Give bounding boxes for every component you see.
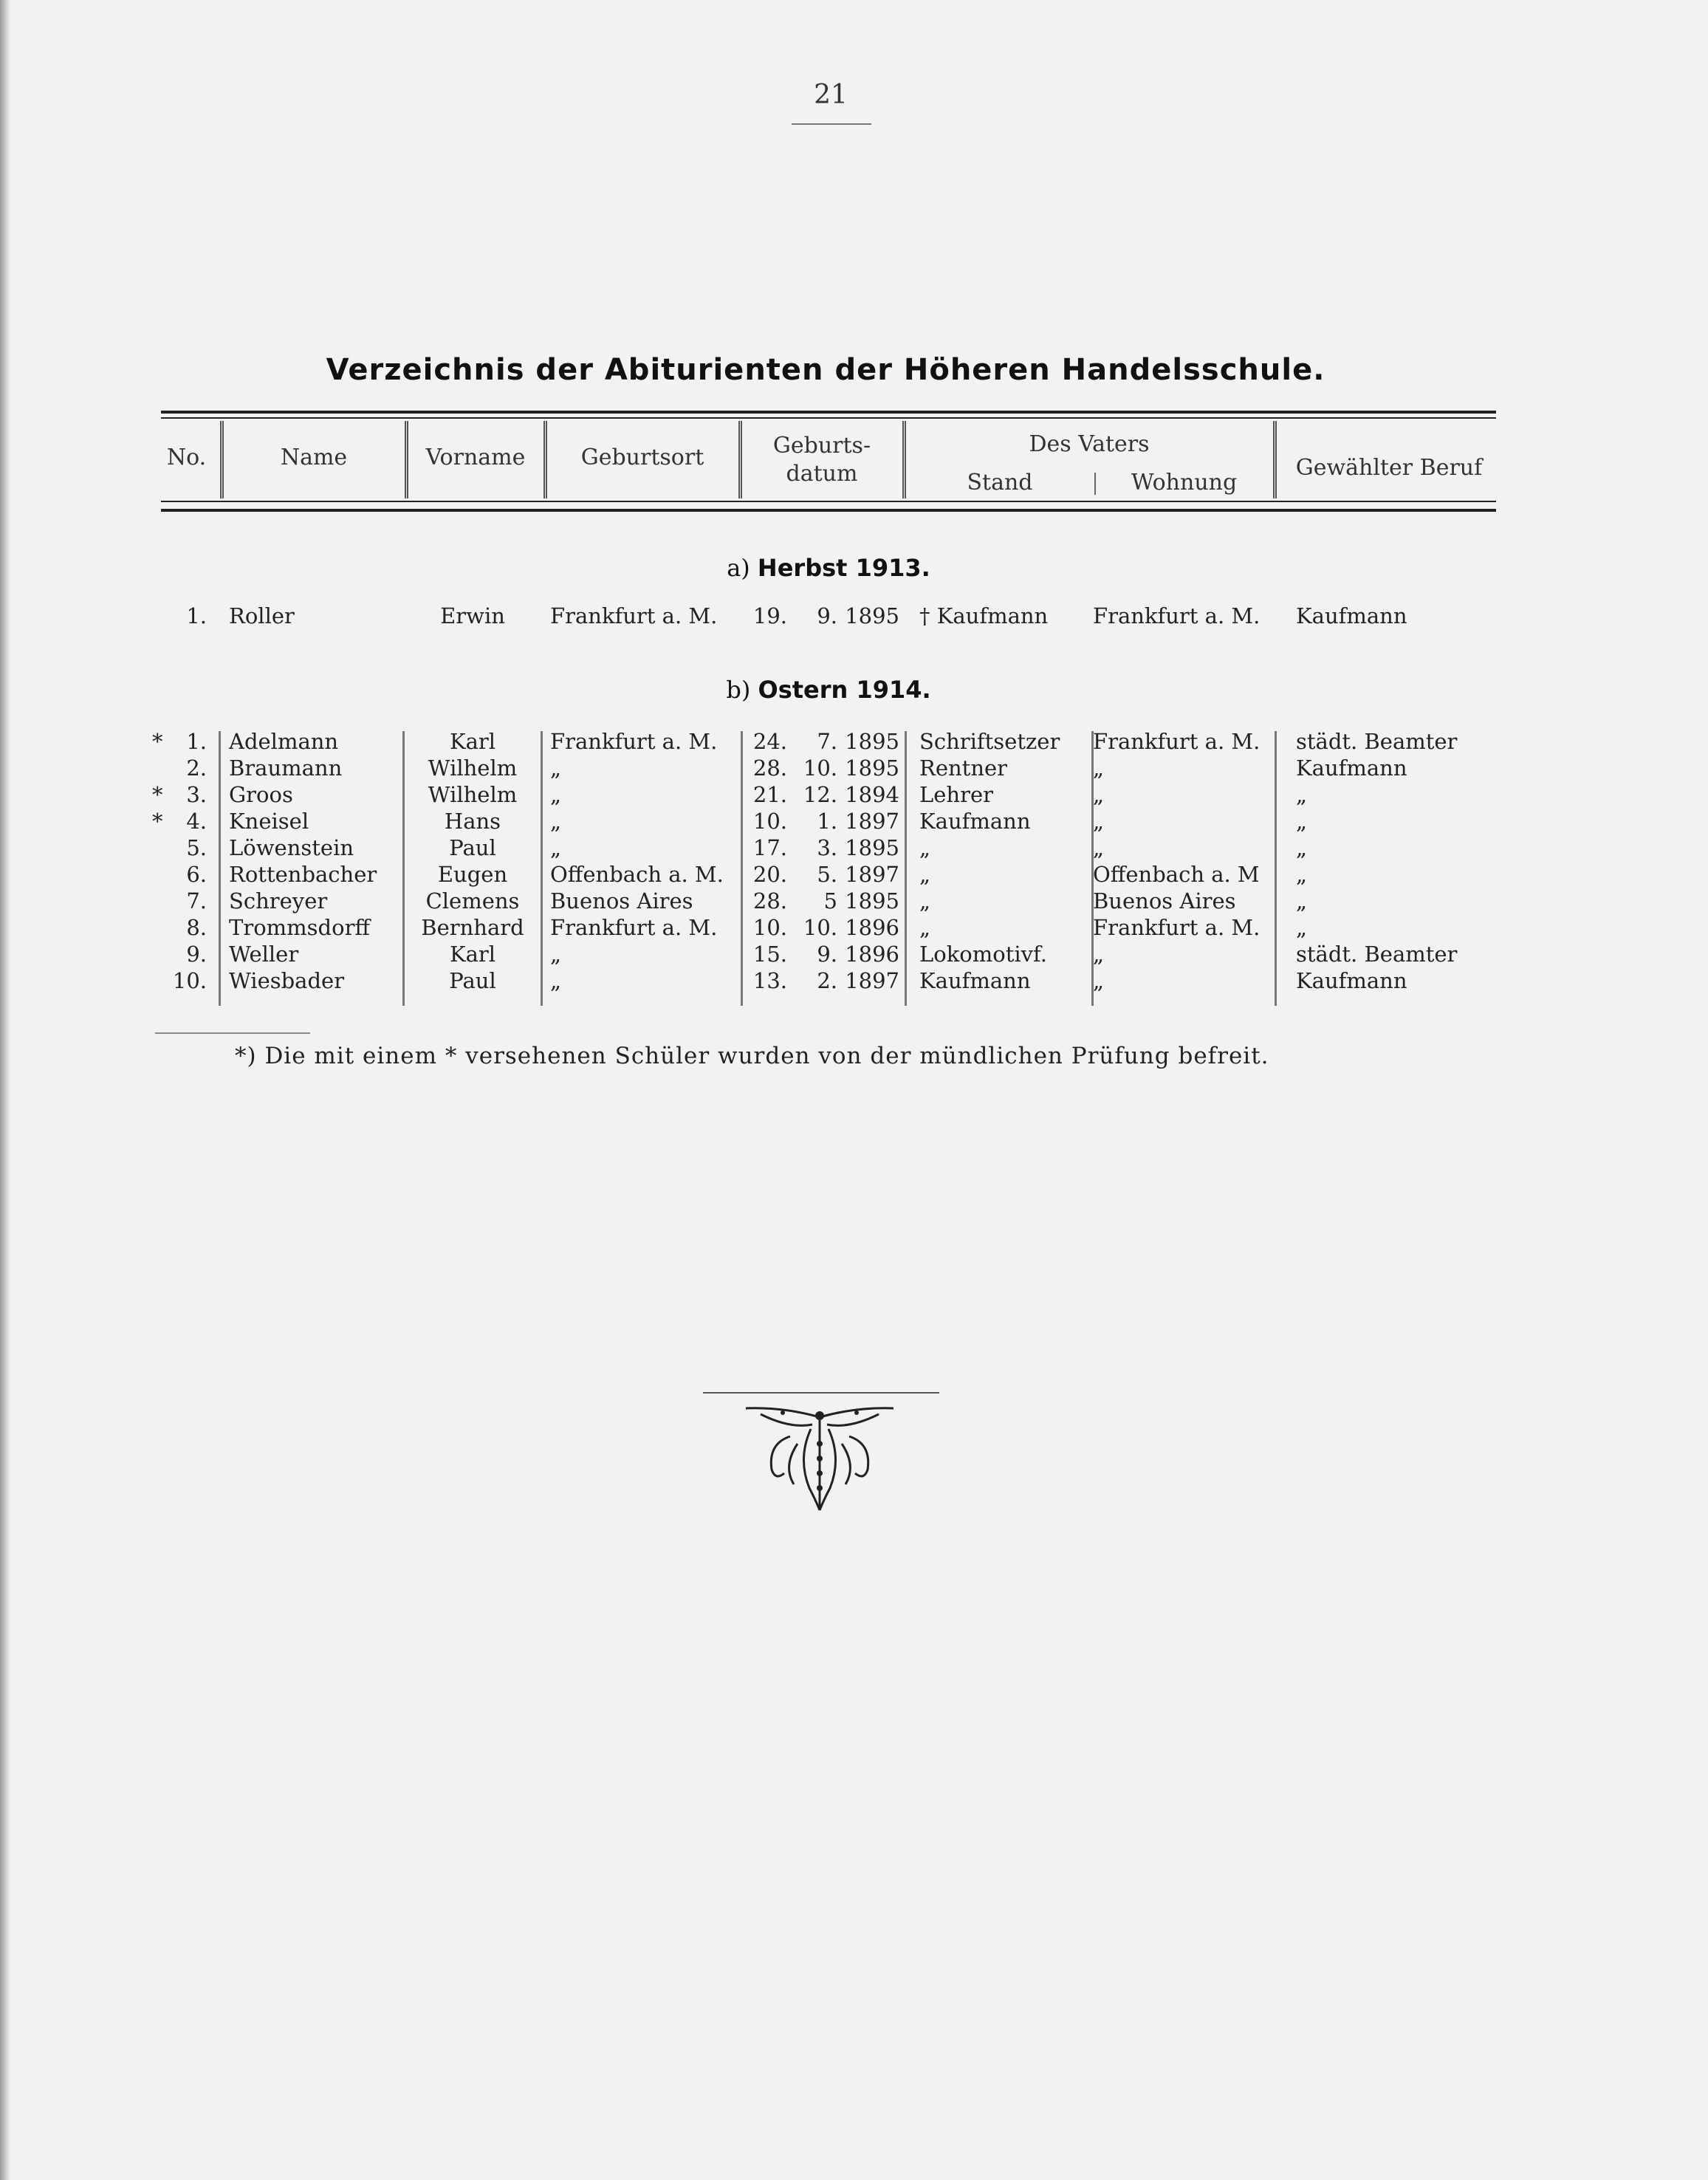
row-year: 1897 <box>845 862 899 887</box>
row-no: 9. <box>186 942 207 967</box>
row-stand: Kaufmann <box>919 809 1031 834</box>
row-wohnung: Frankfurt a. M. <box>1093 603 1261 628</box>
row-year: 1895 <box>845 603 899 628</box>
row-vorname: Paul <box>449 835 496 860</box>
decorative-ornament-icon <box>738 1399 901 1525</box>
row-beruf: „ <box>1296 862 1308 887</box>
row-stand: Lokomotivf. <box>919 942 1047 967</box>
row-no: 10. <box>172 968 207 993</box>
table-row <box>0 603 1708 629</box>
row-no: 6. <box>186 862 207 887</box>
row-name: Adelmann <box>229 729 339 754</box>
header-separator <box>902 421 906 498</box>
row-name: Roller <box>229 603 295 628</box>
header-top-rule-thin <box>161 417 1496 419</box>
row-name: Groos <box>229 782 293 807</box>
section-a-prefix: a) <box>727 554 750 582</box>
row-day: 19. <box>752 603 787 628</box>
row-wohnung: „ <box>1093 835 1105 860</box>
row-wohnung: Offenbach a. M <box>1093 862 1260 887</box>
row-beruf: „ <box>1296 835 1308 860</box>
row-stand: „ <box>919 835 931 860</box>
row-wohnung: Frankfurt a. M. <box>1093 729 1261 754</box>
page-edge <box>0 0 10 2180</box>
table-row <box>0 808 1708 834</box>
row-wohnung: Frankfurt a. M. <box>1093 915 1261 940</box>
row-month: 10. <box>803 755 837 781</box>
row-wohnung: „ <box>1093 782 1105 807</box>
row-vorname: Karl <box>449 729 496 754</box>
row-vorname: Erwin <box>440 603 505 628</box>
row-vorname: Karl <box>449 942 496 967</box>
row-year: 1897 <box>845 968 899 993</box>
row-star: * <box>152 729 163 754</box>
row-vorname: Paul <box>449 968 496 993</box>
row-vorname: Wilhelm <box>428 782 518 807</box>
row-stand: Lehrer <box>919 782 993 807</box>
header-separator <box>1273 421 1277 498</box>
row-geburtsort: „ <box>550 968 562 993</box>
table-row <box>0 888 1708 914</box>
row-beruf: Kaufmann <box>1296 755 1407 781</box>
row-vorname: Eugen <box>437 862 508 887</box>
table-row <box>0 834 1708 861</box>
row-geburtsort: „ <box>550 755 562 781</box>
row-star: * <box>152 782 163 807</box>
row-year: 1895 <box>845 888 899 914</box>
row-geburtsort: „ <box>550 835 562 860</box>
row-star: * <box>152 809 163 834</box>
row-no: 8. <box>186 915 207 940</box>
page-number: 21 <box>814 80 848 110</box>
row-no: 7. <box>186 888 207 914</box>
section-a-label: Herbst 1913. <box>757 554 930 582</box>
row-geburtsort: „ <box>550 782 562 807</box>
row-beruf: städt. Beamter <box>1296 729 1458 754</box>
row-name: Weller <box>229 942 299 967</box>
row-stand: „ <box>919 888 931 914</box>
header-wohnung: Wohnung <box>1131 470 1238 496</box>
row-vorname: Hans <box>444 809 501 834</box>
row-geburtsort: Buenos Aires <box>550 888 693 914</box>
row-stand: Kaufmann <box>919 968 1031 993</box>
table-row <box>0 914 1708 941</box>
row-day: 21. <box>752 782 787 807</box>
row-beruf: „ <box>1296 782 1308 807</box>
row-month: 5. <box>817 862 837 887</box>
row-wohnung: „ <box>1093 809 1105 834</box>
row-day: 28. <box>752 755 787 781</box>
row-beruf: „ <box>1296 809 1308 834</box>
header-separator <box>405 421 408 498</box>
row-day: 13. <box>752 968 787 993</box>
row-year: 1897 <box>845 809 899 834</box>
page-number-rule <box>792 123 871 125</box>
header-bottom-rule <box>161 509 1496 512</box>
row-stand: „ <box>919 862 931 887</box>
row-day: 24. <box>752 729 787 754</box>
row-vorname: Wilhelm <box>428 755 518 781</box>
row-name: Wiesbader <box>229 968 345 993</box>
row-name: Trommsdorff <box>229 915 371 940</box>
section-heading-b <box>161 676 1496 704</box>
row-geburtsort: „ <box>550 809 562 834</box>
table-row <box>0 781 1708 808</box>
row-day: 17. <box>752 835 787 860</box>
row-year: 1896 <box>845 942 899 967</box>
header-name: Name <box>280 445 348 470</box>
row-year: 1896 <box>845 915 899 940</box>
table-row <box>0 755 1708 781</box>
row-no: 1. <box>186 603 207 628</box>
table-row <box>0 728 1708 755</box>
header-geburtsort: Geburtsort <box>580 445 704 470</box>
row-no: 5. <box>186 835 207 860</box>
header-des-vaters: Des Vaters <box>1029 431 1150 457</box>
row-stand: „ <box>919 915 931 940</box>
row-no: 2. <box>186 755 207 781</box>
header-bottom-rule-thin <box>161 501 1496 502</box>
row-geburtsort: Frankfurt a. M. <box>550 603 718 628</box>
row-month: 2. <box>817 968 837 993</box>
row-name: Schreyer <box>229 888 328 914</box>
row-day: 15. <box>752 942 787 967</box>
header-separator <box>220 421 224 498</box>
header-separator <box>543 421 547 498</box>
row-geburtsort: Frankfurt a. M. <box>550 729 718 754</box>
row-stand: Rentner <box>919 755 1008 781</box>
row-name: Rottenbacher <box>229 862 377 887</box>
row-wohnung: „ <box>1093 942 1105 967</box>
row-month: 9. <box>817 603 837 628</box>
row-year: 1895 <box>845 729 899 754</box>
page-title: Verzeichnis der Abiturienten der Höheren Handelsschule. <box>326 353 1325 387</box>
footnote: *) Die mit einem * versehenen Schüler wurden von der mündlichen Prüfung befreit. <box>235 1043 1269 1069</box>
section-b-prefix: b) <box>726 676 751 704</box>
row-vorname: Bernhard <box>421 915 524 940</box>
section-b-label: Ostern 1914. <box>758 676 931 704</box>
row-beruf: städt. Beamter <box>1296 942 1458 967</box>
table-row <box>0 967 1708 994</box>
row-vorname: Clemens <box>425 888 520 914</box>
section-heading-a <box>161 554 1496 582</box>
row-name: Braumann <box>229 755 343 781</box>
row-beruf: Kaufmann <box>1296 603 1407 628</box>
row-month: 5 <box>823 888 837 914</box>
row-wohnung: Buenos Aires <box>1093 888 1236 914</box>
row-day: 10. <box>752 809 787 834</box>
row-year: 1895 <box>845 835 899 860</box>
header-no: No. <box>166 445 207 470</box>
row-month: 1. <box>817 809 837 834</box>
row-year: 1894 <box>845 782 899 807</box>
row-name: Kneisel <box>229 809 309 834</box>
table-row <box>0 861 1708 888</box>
row-beruf: Kaufmann <box>1296 968 1407 993</box>
row-name: Löwenstein <box>229 835 354 860</box>
row-year: 1895 <box>845 755 899 781</box>
row-no: 3. <box>186 782 207 807</box>
row-stand: Schriftsetzer <box>919 729 1060 754</box>
row-beruf: „ <box>1296 888 1308 914</box>
header-geburtsdatum-line1: Geburts- <box>772 433 871 459</box>
row-day: 20. <box>752 862 787 887</box>
row-month: 10. <box>803 915 837 940</box>
row-month: 7. <box>817 729 837 754</box>
header-top-rule <box>161 411 1496 414</box>
row-day: 10. <box>752 915 787 940</box>
row-month: 3. <box>817 835 837 860</box>
row-day: 28. <box>752 888 787 914</box>
row-beruf: „ <box>1296 915 1308 940</box>
row-stand: † Kaufmann <box>919 603 1049 628</box>
row-month: 9. <box>817 942 837 967</box>
footnote-rule <box>155 1032 310 1034</box>
header-vorname: Vorname <box>425 445 526 470</box>
header-separator <box>738 421 742 498</box>
header-separator <box>1094 473 1096 495</box>
row-no: 4. <box>186 809 207 834</box>
header-geburtsdatum-line2: datum <box>786 461 858 487</box>
row-geburtsort: „ <box>550 942 562 967</box>
header-beruf: Gewählter Beruf <box>1295 455 1483 481</box>
row-geburtsort: Offenbach a. M. <box>550 862 724 887</box>
row-geburtsort: Frankfurt a. M. <box>550 915 718 940</box>
ornament-rule <box>703 1392 939 1394</box>
table-row <box>0 941 1708 967</box>
row-wohnung: „ <box>1093 968 1105 993</box>
row-wohnung: „ <box>1093 755 1105 781</box>
header-stand: Stand <box>967 470 1033 496</box>
row-no: 1. <box>186 729 207 754</box>
row-month: 12. <box>803 782 837 807</box>
